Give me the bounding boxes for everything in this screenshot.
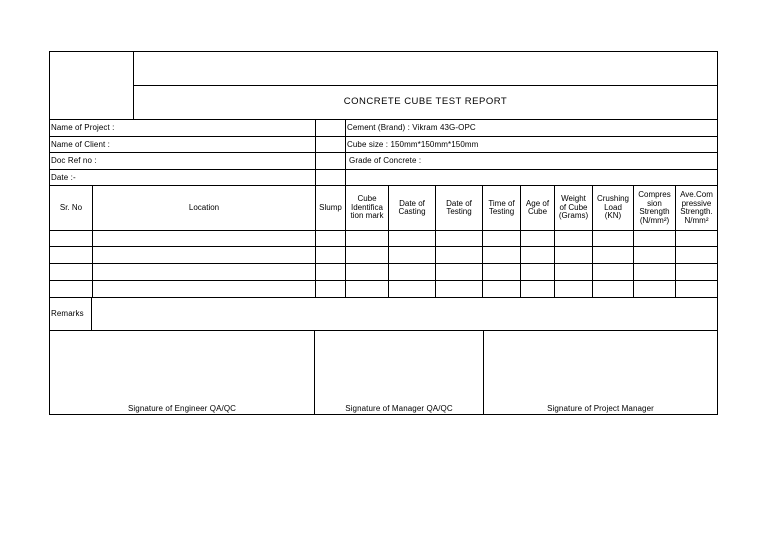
header-line: pressive	[681, 198, 712, 208]
remarks-label: Remarks	[51, 309, 84, 318]
table-row[interactable]	[50, 247, 717, 263]
header-line: Casting	[398, 207, 426, 216]
signature-divider	[483, 330, 484, 415]
col-header-weight	[555, 186, 592, 230]
header-line: Weight	[561, 194, 586, 204]
header-line: (Grams)	[558, 211, 589, 221]
logo-area	[50, 52, 133, 119]
col-header-sr-no: Sr. No	[59, 202, 83, 212]
rule	[133, 85, 718, 86]
col-header-compression	[634, 186, 675, 230]
rule	[49, 152, 718, 153]
report-title: CONCRETE CUBE TEST REPORT	[343, 96, 508, 107]
rule	[49, 330, 718, 331]
engineer-signature-label: Signature of Engineer QA/QC	[127, 404, 237, 413]
col-header-slump: Slump	[319, 202, 342, 212]
cement-brand: Cement (Brand) : Vikram 43G-OPC	[347, 123, 476, 132]
table-row[interactable]	[50, 264, 717, 280]
header-line: Crushing	[596, 194, 629, 204]
concrete-grade: Grade of Concrete :	[349, 156, 422, 165]
remarks-field[interactable]	[92, 298, 717, 330]
table-row[interactable]	[50, 281, 717, 297]
header-line: Strength	[639, 207, 670, 216]
manager-signature-label: Signature of Manager QA/QC	[345, 404, 453, 413]
col-header-location: Location	[188, 202, 220, 212]
col-header-date-testing	[436, 186, 482, 230]
header-line: Testing	[488, 207, 515, 216]
header-line: tion mark	[350, 211, 384, 221]
header-line: N/mm²	[684, 215, 709, 225]
date-label: Date :-	[51, 173, 76, 182]
header-line: (N/mm²)	[639, 215, 670, 225]
client-name-label: Name of Client :	[51, 140, 110, 149]
header-line: Date of	[399, 198, 425, 208]
cube-size: Cube size : 150mm*150mm*150mm	[347, 140, 479, 149]
doc-ref-label: Doc Ref no :	[51, 156, 97, 165]
col-header-cube-id	[346, 186, 388, 230]
header-line: Age of	[525, 198, 550, 208]
rule	[49, 136, 718, 137]
project-manager-signature-label: Signature of Project Manager	[547, 404, 654, 413]
signature-divider	[314, 330, 315, 415]
col-header-crushing-load	[593, 186, 633, 230]
header-line: Testing	[446, 207, 472, 216]
header-line: Identifica	[350, 202, 384, 212]
header-line: Load	[604, 202, 622, 212]
rule	[49, 169, 718, 170]
header-line: Strength.	[680, 207, 713, 216]
header-line: Compres	[638, 190, 671, 199]
header-line: Date of	[446, 198, 472, 208]
header-line: of Cube	[559, 202, 588, 212]
header-line: (KN)	[604, 211, 622, 221]
header-line: Ave.Com	[680, 190, 713, 199]
rule	[49, 119, 718, 120]
col-header-age	[521, 186, 554, 230]
col-header-date-casting	[389, 186, 435, 230]
table-row[interactable]	[50, 231, 717, 246]
project-name-label: Name of Project :	[51, 123, 115, 132]
header-line: Cube	[527, 207, 548, 216]
col-header-ave-compressive	[676, 186, 717, 230]
header-line: Cube	[357, 194, 377, 204]
header-line: Time of	[488, 198, 515, 208]
col-header-time-testing	[483, 186, 520, 230]
header-line: sion	[647, 198, 662, 208]
